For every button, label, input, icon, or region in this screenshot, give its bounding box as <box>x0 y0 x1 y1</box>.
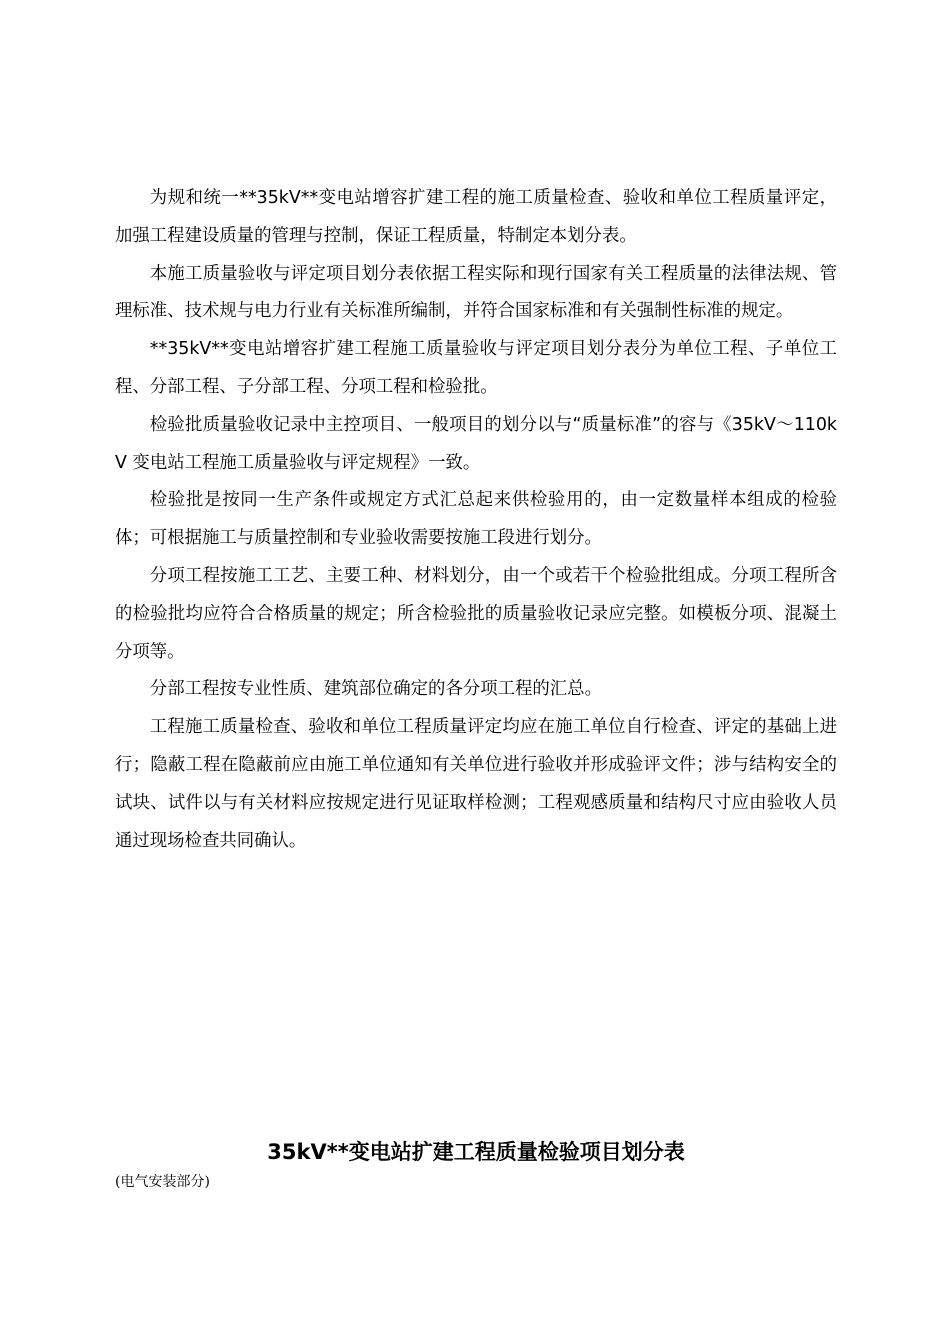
paragraph-basis: 本施工质量验收与评定项目划分表依据工程实际和现行国家有关工程质量的法律法规、管理标准、技术规与电力行业有关标准所编制，并符合国家标准和有关强制性标准的规定。 <box>115 263 837 322</box>
paragraph-sub-item-works: 分项工程按施工工艺、主要工种、材料划分，由一个或若干个检验批组成。分项工程所含的检验批均应符合合格质量的规定；所含检验批的质量验收记录应完整。如模板分项、混凝土分项等。 <box>115 565 837 662</box>
paragraph-purpose: 为规和统一**35kV**变电站增容扩建工程的施工质量检查、验收和单位工程质量评定，加强工程建设质量的管理与控制，保证工程质量，特制定本划分表。 <box>115 188 837 246</box>
paragraph-quality-evaluation: 工程施工质量检查、验收和单位工程质量评定均应在施工单位自行检查、评定的基础上进行；隐蔽工程在隐蔽前应由施工单位通知有关单位进行验收并形成验评文件；涉与结构安全的试块、试件以与有关材料应按规定进行见证取样检测；工程观感质量和结构尺寸应由验收人员通过现场检查共同确认。 <box>115 717 837 851</box>
section-note: (电气安装部分) <box>115 1174 210 1190</box>
paragraph-divisional-works: 分部工程按专业性质、建筑部位确定的各分项工程的汇总。 <box>149 679 602 700</box>
paragraph-division-levels: **35kV**变电站增容扩建工程施工质量验收与评定项目划分表分为单位工程、子单位工程、分部工程、子分部工程、分项工程和检验批。 <box>115 339 837 397</box>
section-title: 35kV**变电站扩建工程质量检验项目划分表 <box>267 1140 685 1164</box>
paragraph-inspection-items: 检验批质量验收记录中主控项目、一般项目的划分以与“质量标准”的容与《35kV～110kV 变电站工程施工质量验收与评定规程》一致。 <box>115 414 837 473</box>
document-body <box>115 180 837 860</box>
paragraph-inspection-lot: 检验批是按同一生产条件或规定方式汇总起来供检验用的，由一定数量样本组成的检验体；可根据施工与质量控制和专业验收需要按施工段进行划分。 <box>115 490 837 549</box>
